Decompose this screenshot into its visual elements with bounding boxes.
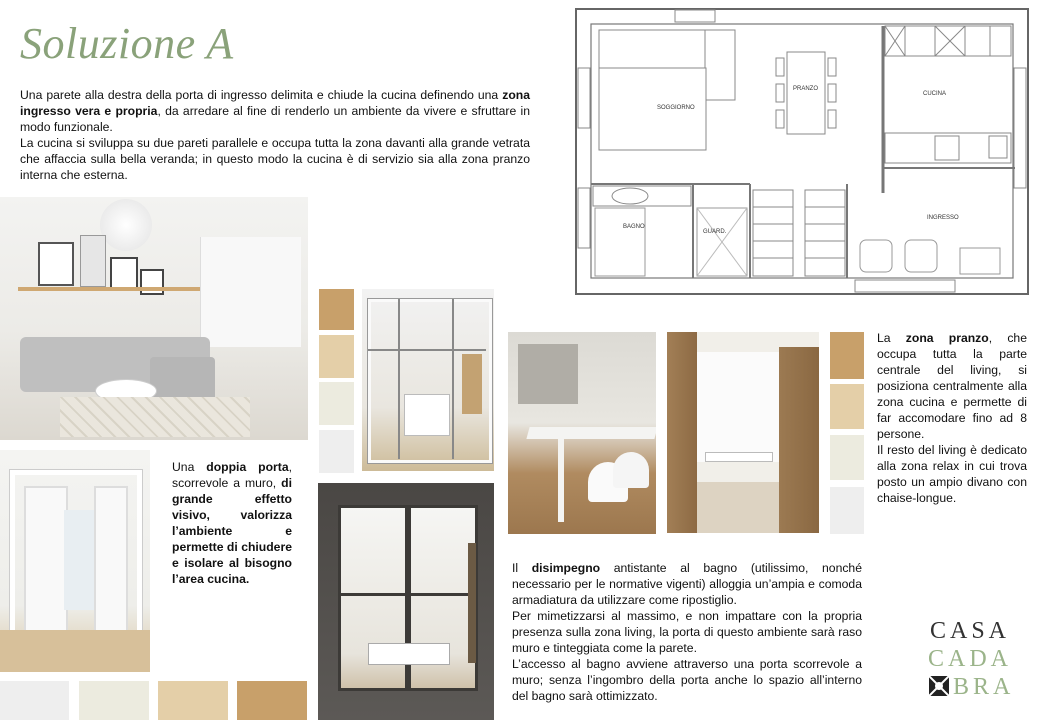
sliding-door-photo — [0, 450, 150, 672]
logo-line-3: BRA — [953, 674, 1015, 700]
dining-photo — [508, 332, 656, 534]
plan-label-pranzo: PRANZO — [793, 86, 819, 92]
plan-label-ingresso: INGRESSO — [927, 215, 959, 221]
hallway-text: Il disimpegno antistante al bagno (utilissimo, nonché necessario per le normative vigenti) alloggia un’ampia e comoda armadiatura da utilizzare come ripostiglio. Per mimetizzarsi al massimo, e non impattare con la propria presenza sulla zona living, la porta di questo ambiente sarà raso muro e tinteggiata come la parete. L’accesso al bagno avviene attraverso una porta scorrevole a muro; senza l’ingombro della porta anche lo spazio all’interno del bagno sarà ottimizzato. — [512, 561, 862, 703]
logo-line-2: CADA — [927, 646, 1012, 672]
intro-text: Una parete alla destra della porta di ingresso delimita e chiude la cucina definendo una zona ingresso vera e propria, da arredare al fine di renderlo un ambiente da vivere e sfruttare in modo funzionale. La cucina si sviluppa su due pareti parallele e occupa tutta la zona davanti alla grande vetrata che affaccia sulla bella veranda; in questo modo la cucina è di servizio sia alla zona pranzo interna che esterna. — [20, 88, 531, 182]
dining-text: La zona pranzo, che occupa tutta la parte centrale del living, si posiziona centralmente alla zona cucina e permette di far accomodare fino ad 8 persone. Il resto del living è dedicato alla zona relax in cui trova posto un ampio divano con chaise-longue. — [877, 331, 1027, 505]
plan-label-bagno: BAGNO — [623, 224, 645, 230]
plan-label-cucina: CUCINA — [923, 91, 947, 97]
logo-line-1: CASA — [929, 618, 1011, 644]
color-swatch — [158, 681, 228, 720]
plan-label-soggiorno: SOGGIORNO — [657, 105, 695, 111]
glass-sliding-doors-photo — [318, 483, 494, 720]
rustic-doors-photo — [667, 332, 819, 533]
door-text: Una doppia porta, scorrevole a muro, di grande effetto visivo, valorizza l’ambiente e permette di chiudere e isolare al bisogno l’area cucina. — [172, 460, 292, 586]
color-swatch — [319, 335, 354, 378]
living-room-photo — [0, 197, 308, 440]
color-swatch — [830, 332, 864, 379]
logo-tile-icon — [929, 676, 949, 696]
color-swatch — [319, 289, 354, 330]
color-swatch — [830, 435, 864, 480]
brand-logo — [903, 600, 1037, 716]
color-swatch — [830, 384, 864, 429]
kitchen-glass-door-photo — [362, 289, 494, 471]
color-swatch — [0, 681, 69, 720]
color-swatch — [319, 430, 354, 473]
color-swatch — [237, 681, 307, 720]
color-swatch — [319, 382, 354, 425]
color-swatch — [79, 681, 149, 720]
plan-label-guard: GUARD. — [703, 229, 727, 235]
color-swatch — [830, 487, 864, 534]
floor-plan — [575, 8, 1030, 296]
page-title: Soluzione A — [20, 19, 234, 68]
